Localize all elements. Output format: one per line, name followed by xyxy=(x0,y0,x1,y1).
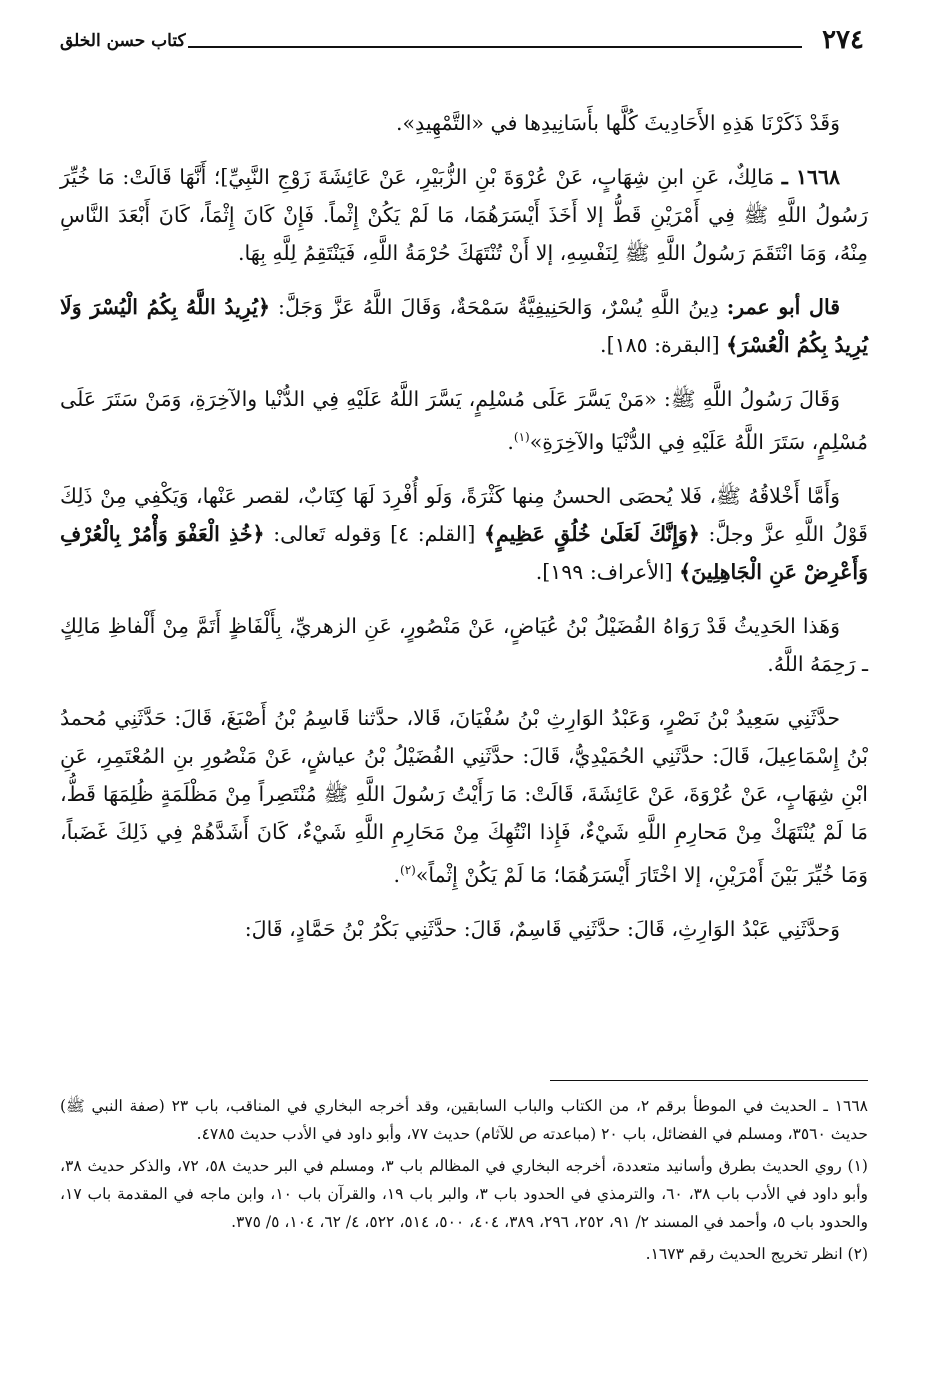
book-page xyxy=(60,22,868,1362)
quran-verse: ﴿وَإِنَّكَ لَعَلَىٰ خُلُقٍ عَظِيمٍ﴾ xyxy=(484,521,700,546)
header-rule xyxy=(188,46,802,48)
paragraph-text: مَالِكٌ، عَنِ ابنِ شِهَابٍ، عَنْ عُرْوَةَ بْنِ الزُّبَيْرِ، عَنْ عَائِشَةَ زَوْجِ النَّبِيِّ]؛ أَنَّهَا قَالَتْ: مَا خُيِّرَ رَسُولُ اللَّهِ ﷺ فِي أَمْرَيْنِ قَطُّ إلا أَخَذَ أَيْسَرَهُمَا، مَا لَمْ يَكُنْ إِثْماً. فَإِنْ كَانَ إِثْمَاً، كَانَ أَبْعَدَ النَّاسِ مِنْهُ، وَمَا انْتَقَمَ رَسُولُ اللَّهِ ﷺ لِنَفْسِهِ، إلا أَنْ تُنْتَهَكَ حُرْمَةُ اللَّهِ، فَيَنْتَقِمُ لِلَّهِ بِهَا. xyxy=(60,165,868,265)
footnote-1: (١) روي الحديث بطرق وأسانيد متعددة، أخرجه البخاري في المظالم باب ٣، ومسلم في البر حديث ٥٨، ٧٢، والذكر حديث ٣٨، وأبو داود في الأدب باب ٣٨، ٦٠، والترمذي في الحدود باب ٣، والبر باب ١٩، والقرآن باب ١٠، وابن ماجه في المقدمة باب ١٧، والحدود باب ٥، وأحمد في المسند ٢/ ٩١، ٢٥٢، ٢٩٦، ٣٨٩، ٤٠٤، ٥٠٠، ٥١٤، ٥٢٢، ٤/ ٦٢، ١٠٤، ٥/ ٣٧٥. xyxy=(60,1157,868,1231)
paragraph-text: [القلم: ٤] وَقوله تَعالى: xyxy=(273,521,476,546)
main-text xyxy=(60,104,868,948)
verse-reference: [الأعراف: ١٩٩]. xyxy=(535,559,673,584)
page-number: ٢٧٤ xyxy=(822,25,864,55)
paragraph-text: وَحدَّثَنِي عَبْدُ الوَارِثِ، قَالَ: حدَّثَنِي قَاسِمٌ، قَالَ: حدَّثَنِي بَكْرُ بْنُ حَمَّادٍ، قَالَ: xyxy=(244,916,840,941)
paragraph-character xyxy=(60,477,868,591)
paragraph-fudayl xyxy=(60,607,868,683)
speaker-label: قال أبو عمر: xyxy=(726,295,840,319)
paragraph-text: حدَّثَنِي سَعِيدُ بْنُ نَصْرٍ، وَعَبْدُ الوَارِثِ بْنُ سُفْيَانَ، قَالا، حدَّثنا قَاسِمُ بْنُ أَصْبَغَ، قَالَ: حَدَّثَنِي مُحمدُ بْنُ إِسْمَاعِيلَ، قَالَ: حدَّثَنِي الحُمَيْدِيُّ، قَالَ: حدَّثَنِي الفُضَيْلُ بْنُ عياشٍ، عَنْ مَنْصُورِ بنِ المُعْتَمِرِ، عَنِ ابْنِ شِهَابٍ، عَنْ عُرْوَةَ، عَنْ عَائِشَةَ، قَالَتْ: مَا رَأَيْتُ رَسُولَ اللَّهِ ﷺ مُنْتَصِراً مِنْ مَظْلَمَةٍ ظُلِمَهَا قَطُّ، مَا لَمْ يُنْتَهَكْ مِنْ مَحارِمِ اللَّهِ شَيْءٌ، فَإِذا انْتُهِكَ مِنْ مَحَارِمِ اللَّهِ شَيْءٌ، كَانَ أَشَدَّهُمْ فِي ذَلِكَ غَضَباً، وَمَا خُيِّرَ بَيْنَ أَمْرَيْنِ، إلا اخْتَارَ أَيْسَرَهُمَا؛ مَا لَمْ يَكُنْ إِثْماً» xyxy=(60,705,868,887)
footnote-2: (٢) انظر تخريج الحديث رقم ١٦٧٣. xyxy=(645,1245,868,1263)
paragraph-text: وَأَمَّا أَخْلاقُهُ ﷺ، فَلا يُحصَى الحسنُ مِنها كَثْرَةً، وَلَو أُفْرِدَ لَهَا كِتَابٌ، لقصر عَنْها، وَيَكْفِي مِنْ ذَلِكَ قَوْلُ اللَّهِ عزَّ وجلَّ: xyxy=(60,483,868,546)
hadith-number: ١٦٦٨ ـ xyxy=(781,165,840,189)
running-title: كتاب حسن الخلق xyxy=(60,31,186,51)
footnotes xyxy=(60,1092,868,1272)
paragraph-prophet-saying: وَقَالَ رَسُولُ اللَّهِ ﷺ: «مَنْ يَسَّرَ عَلَى مُسْلِمٍ، يَسَّرَ اللَّهُ عَلَيْهِ فِي الدُّنْيا والآخِرَةِ، وَمَنْ سَتَرَ عَلَى مُسْلِمٍ، سَتَرَ اللَّهُ عَلَيْهِ فِي الدُّنْيَا والآخِرَةِ»$^{(١)}$. xyxy=(60,387,868,454)
verse-reference: [البقرة: ١٨٥]. xyxy=(600,333,720,357)
paragraph-text: وَهَذا الحَدِيثُ قَدْ رَوَاهُ الفُضَيْلُ بْنُ عُيَاضٍ، عَنْ مَنْصُورٍ، عَنِ الزهريِّ، بِأَلْفَاظٍ أَتَمَّ مِنْ أَلْفاظِ مَالِكٍ ـ رَحِمَهُ اللَّهُ. xyxy=(60,613,868,676)
footnote-marker: (١) xyxy=(513,430,530,444)
paragraph-tamhid-note xyxy=(60,104,868,142)
paragraph-text: وَقَدْ ذَكَرْنَا هَذِهِ الأَحَادِيثَ كُلَّها بأَسَانِيدِها في «التَّمْهِيدِ». xyxy=(396,111,840,135)
paragraph-isnad-2 xyxy=(60,910,868,948)
paragraph-hadith-1668 xyxy=(60,158,868,272)
paragraph-text: دِينُ اللَّهِ يُسْرٌ، وَالحَنِيفِيَّةُ سَمْحَةٌ، وَقَالَ اللَّهُ عَزَّ وَجَلَّ: xyxy=(278,295,719,319)
paragraph-isnad: حدَّثَنِي سَعِيدُ بْنُ نَصْرٍ، وَعَبْدُ الوَارِثِ بْنُ سُفْيَانَ، قَالا، حدَّثنا قَاسِمُ بْنُ أَصْبَغَ، قَالَ: حَدَّثَنِي مُحمدُ بْنُ إِسْمَاعِيلَ، قَالَ: حدَّثَنِي الحُمَيْدِيُّ، قَالَ: حدَّثَنِي الفُضَيْلُ بْنُ عياشٍ، عَنْ مَنْصُورِ بنِ المُعْتَمِرِ، عَنِ ابْنِ شِهَابٍ، عَنْ عُرْوَةَ، عَنْ عَائِشَةَ، قَالَتْ: مَا رَأَيْتُ رَسُولَ اللَّهِ ﷺ مُنْتَصِراً مِنْ مَظْلَمَةٍ ظُلِمَهَا قَطُّ، مَا لَمْ يُنْتَهَكْ مِنْ مَحارِمِ اللَّهِ شَيْءٌ، فَإِذا انْتُهِكَ مِنْ مَحَارِمِ اللَّهِ شَيْءٌ، كَانَ أَشَدَّهُمْ فِي ذَلِكَ غَضَباً، وَمَا خُيِّرَ بَيْنَ أَمْرَيْنِ، إلا اخْتَارَ أَيْسَرَهُمَا؛ مَا لَمْ يَكُنْ إِثْماً»$^{(٢)}$. xyxy=(60,705,868,887)
footnote-1668: ١٦٦٨ ـ الحديث في الموطأ برقم ٢، من الكتاب والباب السابقين، وقد أخرجه البخاري في المناقب، باب ٢٣ (صفة النبي ﷺ) حديث ٣٥٦٠، ومسلم في الفضائل، باب ٢٠ (مباعدته ص للآثام) حديث ٧٧، وأبو داود في الأدب حديث ٤٧٨٥. xyxy=(60,1097,868,1143)
paragraph-abu-umar xyxy=(60,288,868,364)
footnote-marker: (٢) xyxy=(400,862,416,877)
paragraph-text: وَقَالَ رَسُولُ اللَّهِ ﷺ: «مَنْ يَسَّرَ عَلَى مُسْلِمٍ، يَسَّرَ اللَّهُ عَلَيْهِ فِي الدُّنْيا والآخِرَةِ، وَمَنْ سَتَرَ عَلَى مُسْلِمٍ، سَتَرَ اللَّهُ عَلَيْهِ فِي الدُّنْيَا والآخِرَةِ» xyxy=(60,387,868,454)
footnote-separator xyxy=(550,1080,868,1081)
quran-verse: ﴿يُرِيدُ اللَّهُ بِكُمُ الْيُسْرَ وَلَا يُرِيدُ بِكُمُ الْعُسْرَ﴾ xyxy=(60,295,868,357)
page-header xyxy=(60,22,868,62)
quran-verse: ﴿خُذِ الْعَفْوَ وَأْمُرْ بِالْعُرْفِ وَأَعْرِضْ عَنِ الْجَاهِلِينَ﴾ xyxy=(60,521,868,584)
